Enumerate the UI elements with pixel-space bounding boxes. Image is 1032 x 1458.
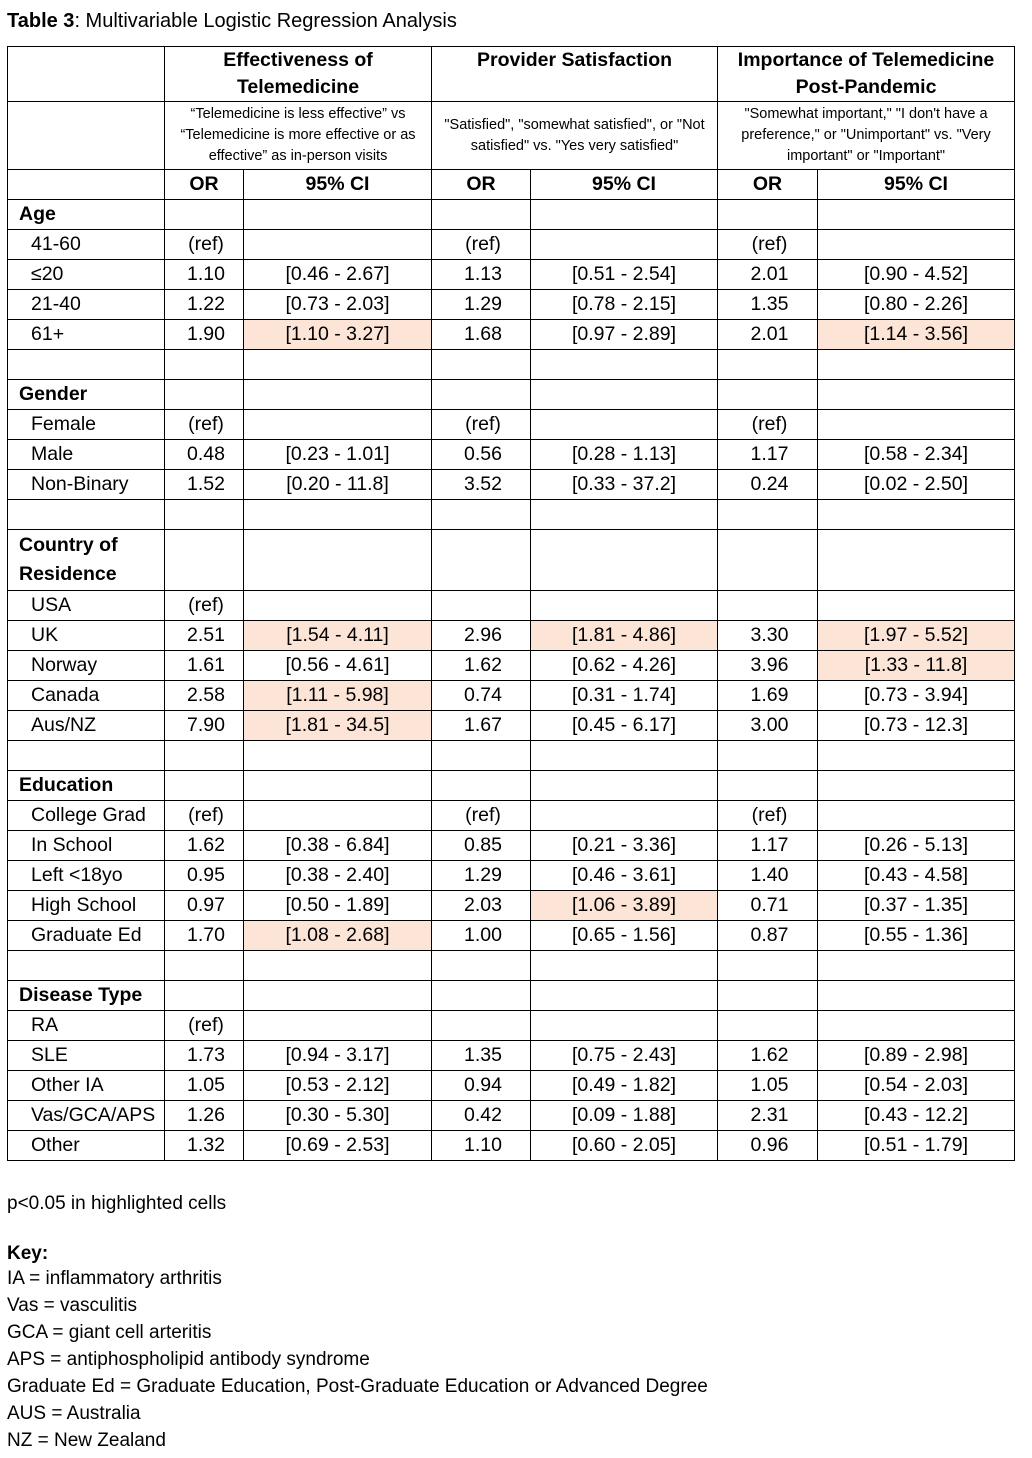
table-row (8, 260, 1015, 290)
odds-ratio-cell: (ref) (718, 801, 818, 831)
odds-ratio-cell: (ref) (165, 1011, 244, 1041)
confidence-interval-cell (531, 951, 718, 981)
odds-ratio-cell (432, 981, 531, 1011)
confidence-interval-cell (531, 500, 718, 530)
empty-cell (8, 951, 165, 981)
table-row (8, 681, 1015, 711)
spacer-row (8, 951, 1015, 981)
confidence-interval-cell (531, 1011, 718, 1041)
odds-ratio-cell: 0.85 (432, 831, 531, 861)
confidence-interval-cell (531, 981, 718, 1011)
odds-ratio-cell: 0.74 (432, 681, 531, 711)
odds-ratio-cell (432, 591, 531, 621)
spacer-row (8, 350, 1015, 380)
odds-ratio-cell: 1.29 (432, 861, 531, 891)
row-label: Aus/NZ (8, 711, 165, 741)
odds-ratio-cell (165, 741, 244, 771)
confidence-interval-cell (531, 200, 718, 230)
or-header: OR (718, 170, 818, 200)
row-label: Vas/GCA/APS (8, 1101, 165, 1131)
confidence-interval-cell: [0.51 - 1.79] (818, 1131, 1015, 1161)
confidence-interval-cell (244, 380, 432, 410)
confidence-interval-cell: [0.56 - 4.61] (244, 651, 432, 681)
corner-cell (8, 170, 165, 200)
confidence-interval-cell: [0.73 - 3.94] (818, 681, 1015, 711)
row-label: 61+ (8, 320, 165, 350)
odds-ratio-cell (718, 530, 818, 591)
odds-ratio-cell: (ref) (718, 230, 818, 260)
confidence-interval-cell: [0.43 - 4.58] (818, 861, 1015, 891)
confidence-interval-cell (244, 981, 432, 1011)
odds-ratio-cell: 3.52 (432, 470, 531, 500)
odds-ratio-cell: (ref) (165, 591, 244, 621)
table-row (8, 470, 1015, 500)
odds-ratio-cell (718, 200, 818, 230)
confidence-interval-cell (244, 951, 432, 981)
odds-ratio-cell: 0.94 (432, 1071, 531, 1101)
odds-ratio-cell: 0.95 (165, 861, 244, 891)
table-row (8, 711, 1015, 741)
odds-ratio-cell: 1.13 (432, 260, 531, 290)
group-header-row (8, 981, 1015, 1011)
odds-ratio-cell (165, 530, 244, 591)
odds-ratio-cell: 1.29 (432, 290, 531, 320)
odds-ratio-cell: (ref) (432, 801, 531, 831)
group-label: Country of Residence (8, 530, 165, 591)
ci-header: 95% CI (244, 170, 432, 200)
empty-cell (8, 500, 165, 530)
odds-ratio-cell (718, 951, 818, 981)
confidence-interval-cell (818, 530, 1015, 591)
confidence-interval-cell (818, 500, 1015, 530)
odds-ratio-cell (432, 530, 531, 591)
table-row (8, 891, 1015, 921)
confidence-interval-cell (531, 230, 718, 260)
confidence-interval-cell (818, 591, 1015, 621)
odds-ratio-cell (165, 350, 244, 380)
odds-ratio-cell: (ref) (165, 410, 244, 440)
confidence-interval-cell (818, 1011, 1015, 1041)
confidence-interval-cell: [0.28 - 1.13] (531, 440, 718, 470)
confidence-interval-cell (244, 410, 432, 440)
confidence-interval-cell (244, 230, 432, 260)
odds-ratio-cell (165, 500, 244, 530)
odds-ratio-cell: 1.05 (165, 1071, 244, 1101)
significant-confidence-interval-cell: [1.33 - 11.8] (818, 651, 1015, 681)
odds-ratio-cell: 1.26 (165, 1101, 244, 1131)
row-label: College Grad (8, 801, 165, 831)
table-row (8, 651, 1015, 681)
outcome-description-satisfaction: "Satisfied", "somewhat satisfied", or "Not satisfied" vs. "Yes very satisfied" (432, 102, 718, 170)
odds-ratio-cell: 3.30 (718, 621, 818, 651)
odds-ratio-cell: 0.97 (165, 891, 244, 921)
odds-ratio-cell: 2.01 (718, 260, 818, 290)
odds-ratio-cell: 1.62 (718, 1041, 818, 1071)
odds-ratio-cell: 1.10 (165, 260, 244, 290)
confidence-interval-cell: [0.38 - 6.84] (244, 831, 432, 861)
confidence-interval-cell: [0.45 - 6.17] (531, 711, 718, 741)
odds-ratio-cell (432, 350, 531, 380)
row-label: Canada (8, 681, 165, 711)
odds-ratio-cell (718, 1011, 818, 1041)
significance-footnote: p<0.05 in highlighted cells (7, 1193, 227, 1214)
confidence-interval-cell: [0.94 - 3.17] (244, 1041, 432, 1071)
confidence-interval-cell (244, 500, 432, 530)
confidence-interval-cell (531, 801, 718, 831)
confidence-interval-cell: [0.02 - 2.50] (818, 470, 1015, 500)
confidence-interval-cell: [0.62 - 4.26] (531, 651, 718, 681)
odds-ratio-cell (432, 380, 531, 410)
odds-ratio-cell: 2.03 (432, 891, 531, 921)
odds-ratio-cell: (ref) (165, 230, 244, 260)
table-caption: : Multivariable Logistic Regression Analysis (74, 10, 457, 32)
significant-confidence-interval-cell: [1.81 - 4.86] (531, 621, 718, 651)
odds-ratio-cell: 1.69 (718, 681, 818, 711)
odds-ratio-cell: 1.62 (432, 651, 531, 681)
confidence-interval-cell: [0.31 - 1.74] (531, 681, 718, 711)
significant-confidence-interval-cell: [1.08 - 2.68] (244, 921, 432, 951)
or-header: OR (165, 170, 244, 200)
confidence-interval-cell: [0.75 - 2.43] (531, 1041, 718, 1071)
confidence-interval-cell: [0.46 - 3.61] (531, 861, 718, 891)
empty-cell (8, 741, 165, 771)
significant-confidence-interval-cell: [1.06 - 3.89] (531, 891, 718, 921)
row-label: High School (8, 891, 165, 921)
confidence-interval-cell: [0.20 - 11.8] (244, 470, 432, 500)
confidence-interval-cell (818, 200, 1015, 230)
significant-confidence-interval-cell: [1.11 - 5.98] (244, 681, 432, 711)
confidence-interval-cell: [0.54 - 2.03] (818, 1071, 1015, 1101)
table-row (8, 1131, 1015, 1161)
odds-ratio-cell: 1.68 (432, 320, 531, 350)
row-label: Other (8, 1131, 165, 1161)
table-number: Table 3 (7, 10, 75, 32)
odds-ratio-cell (432, 1011, 531, 1041)
significant-confidence-interval-cell: [1.54 - 4.11] (244, 621, 432, 651)
regression-table (7, 46, 1015, 1161)
key-heading: Key: (7, 1243, 49, 1264)
significant-confidence-interval-cell: [1.10 - 3.27] (244, 320, 432, 350)
odds-ratio-cell (718, 771, 818, 801)
odds-ratio-cell (165, 771, 244, 801)
group-header-row (8, 530, 1015, 591)
confidence-interval-cell: [0.46 - 2.67] (244, 260, 432, 290)
odds-ratio-cell: 7.90 (165, 711, 244, 741)
odds-ratio-cell (718, 741, 818, 771)
odds-ratio-cell: 0.42 (432, 1101, 531, 1131)
significant-confidence-interval-cell: [1.14 - 3.56] (818, 320, 1015, 350)
confidence-interval-cell: [0.80 - 2.26] (818, 290, 1015, 320)
confidence-interval-cell (531, 530, 718, 591)
confidence-interval-cell: [0.97 - 2.89] (531, 320, 718, 350)
confidence-interval-cell: [0.60 - 2.05] (531, 1131, 718, 1161)
odds-ratio-cell: 1.35 (432, 1041, 531, 1071)
confidence-interval-cell (818, 380, 1015, 410)
key-item: NZ = New Zealand (7, 1430, 166, 1451)
confidence-interval-cell (244, 801, 432, 831)
group-label: Education (8, 771, 165, 801)
odds-ratio-cell: (ref) (432, 410, 531, 440)
confidence-interval-cell (531, 771, 718, 801)
group-header-row (8, 380, 1015, 410)
spacer-row (8, 741, 1015, 771)
outcome-description-effectiveness: “Telemedicine is less effective” vs “Telemedicine is more effective or as effective” as in-person visits (165, 102, 432, 170)
row-label: 21-40 (8, 290, 165, 320)
confidence-interval-cell (531, 380, 718, 410)
significant-confidence-interval-cell: [1.81 - 34.5] (244, 711, 432, 741)
confidence-interval-cell (244, 200, 432, 230)
odds-ratio-cell (718, 591, 818, 621)
ci-header: 95% CI (818, 170, 1015, 200)
confidence-interval-cell: [0.38 - 2.40] (244, 861, 432, 891)
outcome-header-importance: Importance of Telemedicine Post-Pandemic (718, 47, 1015, 102)
row-label: Norway (8, 651, 165, 681)
confidence-interval-cell: [0.65 - 1.56] (531, 921, 718, 951)
odds-ratio-cell: 1.17 (718, 831, 818, 861)
group-label: Gender (8, 380, 165, 410)
confidence-interval-cell (244, 591, 432, 621)
table-row (8, 621, 1015, 651)
table-row (8, 801, 1015, 831)
odds-ratio-cell: 0.87 (718, 921, 818, 951)
key-item: IA = inflammatory arthritis (7, 1268, 222, 1289)
confidence-interval-cell (531, 591, 718, 621)
confidence-interval-cell: [0.23 - 1.01] (244, 440, 432, 470)
ci-header: 95% CI (531, 170, 718, 200)
confidence-interval-cell (818, 951, 1015, 981)
empty-cell (8, 350, 165, 380)
confidence-interval-cell (818, 230, 1015, 260)
odds-ratio-cell: 1.67 (432, 711, 531, 741)
odds-ratio-cell (165, 951, 244, 981)
odds-ratio-cell: 1.05 (718, 1071, 818, 1101)
confidence-interval-cell (531, 741, 718, 771)
table-row (8, 1041, 1015, 1071)
table-title (7, 10, 457, 33)
confidence-interval-cell: [0.58 - 2.34] (818, 440, 1015, 470)
confidence-interval-cell (244, 771, 432, 801)
odds-ratio-cell: 1.40 (718, 861, 818, 891)
confidence-interval-cell (818, 350, 1015, 380)
key-item: GCA = giant cell arteritis (7, 1322, 212, 1343)
row-label: UK (8, 621, 165, 651)
confidence-interval-cell: [0.37 - 1.35] (818, 891, 1015, 921)
confidence-interval-cell (818, 771, 1015, 801)
odds-ratio-cell: 0.48 (165, 440, 244, 470)
odds-ratio-cell (165, 380, 244, 410)
table-row (8, 230, 1015, 260)
group-header-row (8, 771, 1015, 801)
odds-ratio-cell: 1.61 (165, 651, 244, 681)
confidence-interval-cell: [0.30 - 5.30] (244, 1101, 432, 1131)
confidence-interval-cell: [0.90 - 4.52] (818, 260, 1015, 290)
table-row (8, 1011, 1015, 1041)
odds-ratio-cell (718, 350, 818, 380)
confidence-interval-cell (818, 741, 1015, 771)
odds-ratio-cell: 1.17 (718, 440, 818, 470)
spacer-row (8, 500, 1015, 530)
odds-ratio-cell: 1.90 (165, 320, 244, 350)
row-label: Non-Binary (8, 470, 165, 500)
odds-ratio-cell: 3.96 (718, 651, 818, 681)
odds-ratio-cell: 1.73 (165, 1041, 244, 1071)
odds-ratio-cell (718, 500, 818, 530)
odds-ratio-cell: 0.96 (718, 1131, 818, 1161)
row-label: In School (8, 831, 165, 861)
confidence-interval-cell: [0.33 - 37.2] (531, 470, 718, 500)
table-row (8, 320, 1015, 350)
odds-ratio-cell: 1.62 (165, 831, 244, 861)
odds-ratio-cell: 0.71 (718, 891, 818, 921)
odds-ratio-cell (432, 951, 531, 981)
odds-ratio-cell: 2.01 (718, 320, 818, 350)
confidence-interval-cell (818, 410, 1015, 440)
odds-ratio-cell: 0.56 (432, 440, 531, 470)
odds-ratio-cell (432, 500, 531, 530)
odds-ratio-cell (432, 741, 531, 771)
row-label: USA (8, 591, 165, 621)
odds-ratio-cell: 2.31 (718, 1101, 818, 1131)
table-row (8, 410, 1015, 440)
confidence-interval-cell: [0.43 - 12.2] (818, 1101, 1015, 1131)
odds-ratio-cell: (ref) (165, 801, 244, 831)
table-row (8, 921, 1015, 951)
odds-ratio-cell: 1.70 (165, 921, 244, 951)
row-label: RA (8, 1011, 165, 1041)
odds-ratio-cell: 1.32 (165, 1131, 244, 1161)
odds-ratio-cell (432, 771, 531, 801)
row-label: Graduate Ed (8, 921, 165, 951)
odds-ratio-cell: (ref) (432, 230, 531, 260)
row-label: 41-60 (8, 230, 165, 260)
corner-cell (8, 47, 165, 102)
odds-ratio-cell: 2.51 (165, 621, 244, 651)
key-item: Graduate Ed = Graduate Education, Post-Graduate Education or Advanced Degree (7, 1376, 708, 1397)
odds-ratio-cell (718, 380, 818, 410)
odds-ratio-cell: (ref) (718, 410, 818, 440)
odds-ratio-cell: 2.58 (165, 681, 244, 711)
confidence-interval-cell (244, 741, 432, 771)
table-row (8, 831, 1015, 861)
key-item: Vas = vasculitis (7, 1295, 138, 1316)
table-row (8, 1101, 1015, 1131)
group-header-row (8, 200, 1015, 230)
confidence-interval-cell: [0.78 - 2.15] (531, 290, 718, 320)
row-label: ≤20 (8, 260, 165, 290)
confidence-interval-cell: [0.49 - 1.82] (531, 1071, 718, 1101)
row-label: Left <18yo (8, 861, 165, 891)
group-label: Age (8, 200, 165, 230)
outcome-header-effectiveness: Effectiveness of Telemedicine (165, 47, 432, 102)
row-label: Other IA (8, 1071, 165, 1101)
table-row (8, 440, 1015, 470)
confidence-interval-cell: [0.09 - 1.88] (531, 1101, 718, 1131)
group-label: Disease Type (8, 981, 165, 1011)
odds-ratio-cell (165, 200, 244, 230)
confidence-interval-cell: [0.53 - 2.12] (244, 1071, 432, 1101)
confidence-interval-cell: [0.21 - 3.36] (531, 831, 718, 861)
key-item: APS = antiphospholipid antibody syndrome (7, 1349, 370, 1370)
confidence-interval-cell (244, 1011, 432, 1041)
table-row (8, 591, 1015, 621)
row-label: Male (8, 440, 165, 470)
outcome-header-satisfaction: Provider Satisfaction (432, 47, 718, 102)
key-item: AUS = Australia (7, 1403, 141, 1424)
table-row (8, 1071, 1015, 1101)
odds-ratio-cell (718, 981, 818, 1011)
confidence-interval-cell: [0.73 - 12.3] (818, 711, 1015, 741)
confidence-interval-cell (531, 350, 718, 380)
table-row (8, 290, 1015, 320)
confidence-interval-cell: [0.50 - 1.89] (244, 891, 432, 921)
odds-ratio-cell: 1.52 (165, 470, 244, 500)
odds-ratio-cell (432, 200, 531, 230)
odds-ratio-cell: 1.22 (165, 290, 244, 320)
confidence-interval-cell: [0.26 - 5.13] (818, 831, 1015, 861)
odds-ratio-cell: 1.10 (432, 1131, 531, 1161)
confidence-interval-cell: [0.73 - 2.03] (244, 290, 432, 320)
odds-ratio-cell: 2.96 (432, 621, 531, 651)
confidence-interval-cell (818, 801, 1015, 831)
odds-ratio-cell: 1.35 (718, 290, 818, 320)
corner-cell (8, 102, 165, 170)
significant-confidence-interval-cell: [1.97 - 5.52] (818, 621, 1015, 651)
row-label: SLE (8, 1041, 165, 1071)
confidence-interval-cell (244, 350, 432, 380)
confidence-interval-cell (244, 530, 432, 591)
odds-ratio-cell: 0.24 (718, 470, 818, 500)
confidence-interval-cell: [0.89 - 2.98] (818, 1041, 1015, 1071)
odds-ratio-cell: 1.00 (432, 921, 531, 951)
odds-ratio-cell: 3.00 (718, 711, 818, 741)
confidence-interval-cell (818, 981, 1015, 1011)
confidence-interval-cell (531, 410, 718, 440)
confidence-interval-cell: [0.69 - 2.53] (244, 1131, 432, 1161)
row-label: Female (8, 410, 165, 440)
table-row (8, 861, 1015, 891)
outcome-description-importance: "Somewhat important," "I don't have a preference," or "Unimportant" vs. "Very important" or "Important" (718, 102, 1015, 170)
confidence-interval-cell: [0.55 - 1.36] (818, 921, 1015, 951)
odds-ratio-cell (165, 981, 244, 1011)
confidence-interval-cell: [0.51 - 2.54] (531, 260, 718, 290)
or-header: OR (432, 170, 531, 200)
